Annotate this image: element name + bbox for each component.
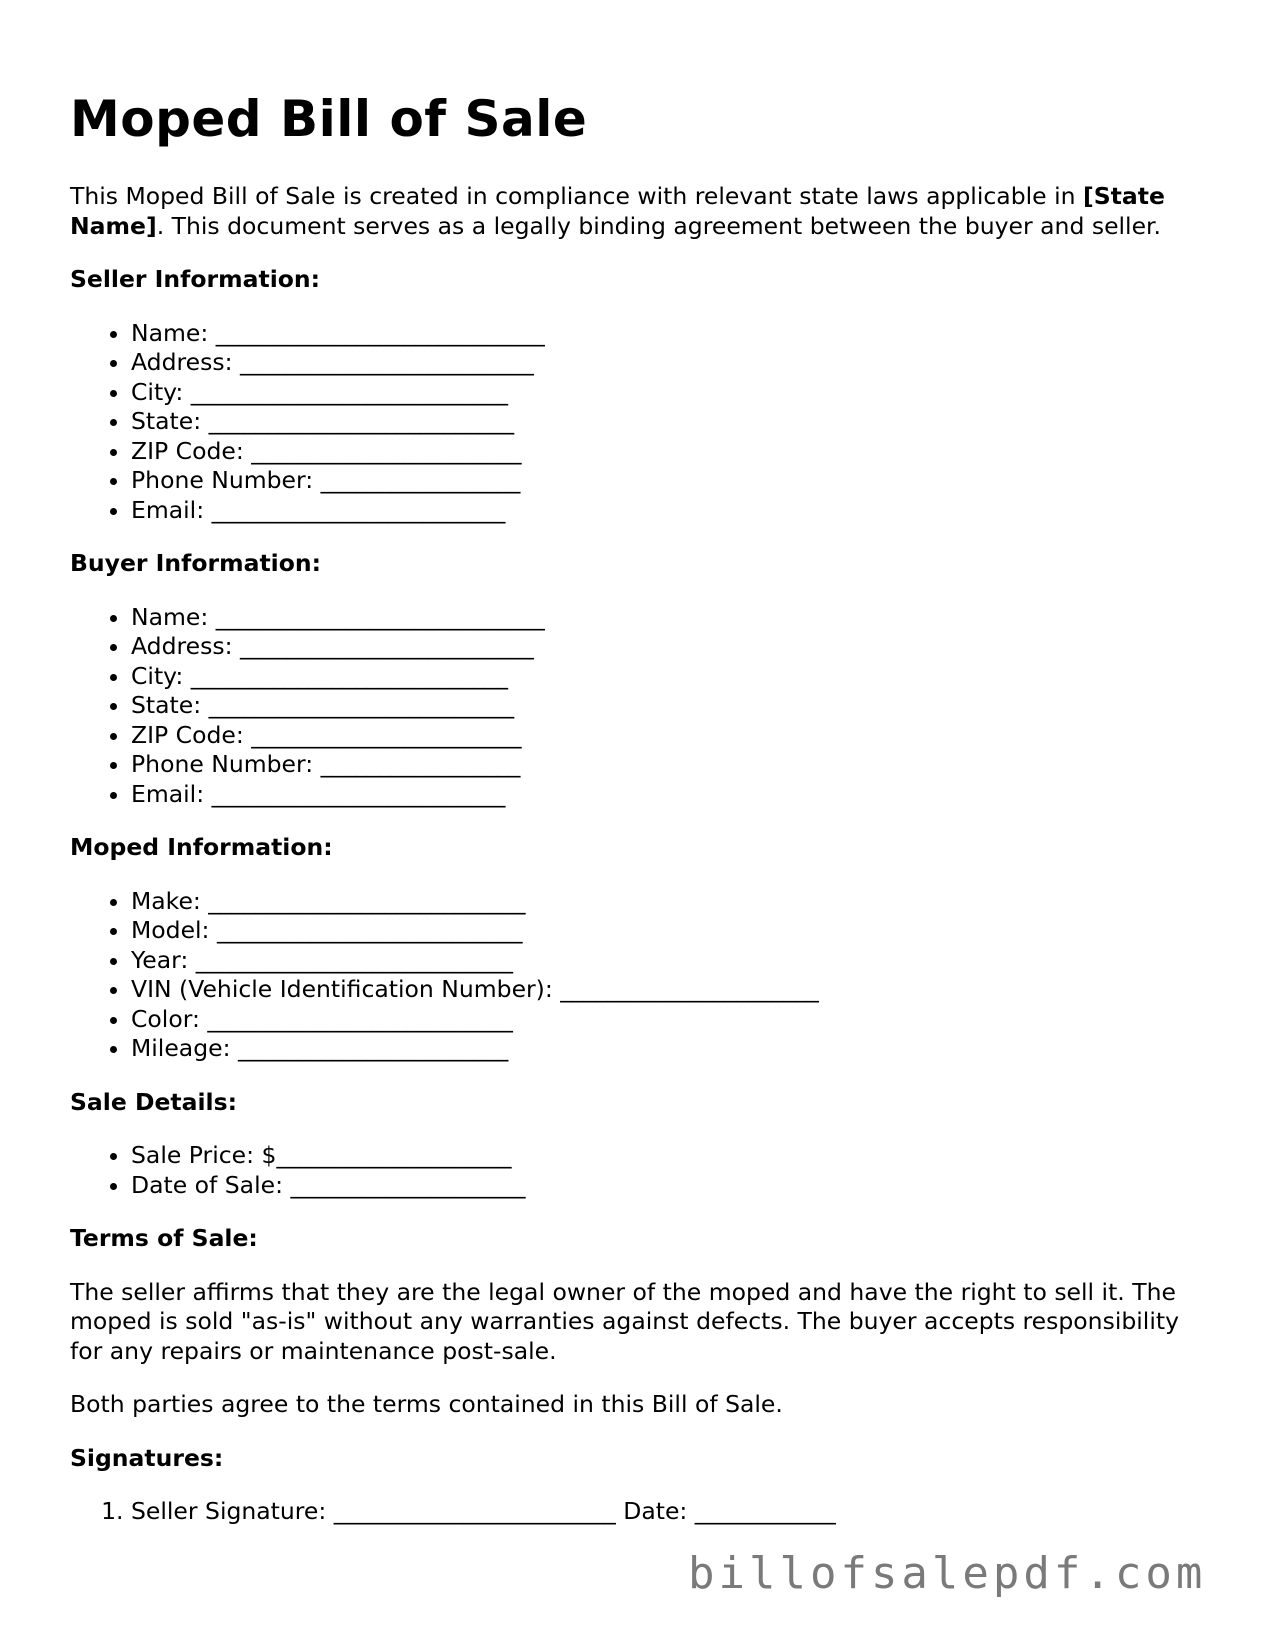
seller-zip-field[interactable]: • ZIP Code: _______________________ [131, 437, 1210, 467]
moped-year-field[interactable]: • Year: ___________________________ [131, 946, 1210, 976]
buyer-state-field[interactable]: • State: __________________________ [131, 691, 1210, 721]
terms-section-heading: Terms of Sale: [70, 1224, 258, 1252]
seller-name-field[interactable]: • Name: ____________________________ [131, 319, 1210, 349]
intro-text-before: This Moped Bill of Sale is created in compliance with relevant state laws applicable in [70, 182, 1083, 210]
seller-signature-field[interactable]: 1. Seller Signature: ________________________ Date: ____________ [131, 1497, 1210, 1527]
buyer-fields-list [70, 603, 1210, 810]
intro-paragraph [70, 182, 1210, 241]
seller-address-field[interactable]: • Address: _________________________ [131, 348, 1210, 378]
buyer-address-field[interactable]: • Address: _________________________ [131, 632, 1210, 662]
moped-color-field[interactable]: • Color: __________________________ [131, 1005, 1210, 1035]
intro-text-after: . This document serves as a legally binding agreement between the buyer and seller. [156, 211, 1162, 240]
document-page [70, 0, 1210, 1527]
terms-paragraph: The seller affirms that they are the legal owner of the moped and have the right to sell it. The moped is sold "as-is" without any warranties against defects. The buyer accepts responsibility for any repairs or maintenance post-sale. [70, 1277, 1179, 1365]
sale-date-field[interactable]: • Date of Sale: ____________________ [131, 1171, 1210, 1201]
sale-price-field[interactable]: • Sale Price: $____________________ [131, 1141, 1210, 1171]
agreement-paragraph: Both parties agree to the terms contained in this Bill of Sale. [70, 1390, 783, 1418]
moped-section-heading: Moped Information: [70, 833, 333, 861]
buyer-section-heading: Buyer Information: [70, 549, 322, 577]
sale-section-heading: Sale Details: [70, 1087, 237, 1116]
moped-fields-list [70, 887, 1210, 1064]
seller-section-heading: Seller Information: [70, 265, 321, 293]
moped-make-field[interactable]: • Make: ___________________________ [131, 887, 1210, 917]
seller-city-field[interactable]: • City: ___________________________ [131, 378, 1210, 408]
seller-fields-list [70, 319, 1210, 526]
state-name-placeholder: [State Name] [70, 182, 1165, 240]
buyer-name-field[interactable]: • Name: ____________________________ [131, 603, 1210, 633]
buyer-zip-field[interactable]: • ZIP Code: _______________________ [131, 721, 1210, 751]
moped-mileage-field[interactable]: • Mileage: _______________________ [131, 1034, 1210, 1064]
signatures-list [70, 1497, 1210, 1527]
site-watermark: billofsalepdf.com [688, 1548, 1207, 1599]
moped-vin-field[interactable]: • VIN (Vehicle Identification Number): ______________________ [131, 975, 1210, 1005]
seller-email-field[interactable]: • Email: _________________________ [131, 496, 1210, 526]
sale-fields-list [70, 1141, 1210, 1200]
buyer-city-field[interactable]: • City: ___________________________ [131, 662, 1210, 692]
buyer-email-field[interactable]: • Email: _________________________ [131, 780, 1210, 810]
moped-model-field[interactable]: • Model: __________________________ [131, 916, 1210, 946]
seller-phone-field[interactable]: • Phone Number: _________________ [131, 466, 1210, 496]
buyer-phone-field[interactable]: • Phone Number: _________________ [131, 750, 1210, 780]
seller-state-field[interactable]: • State: __________________________ [131, 407, 1210, 437]
signatures-section-heading: Signatures: [70, 1443, 224, 1472]
page-title: Moped Bill of Sale [70, 90, 588, 148]
